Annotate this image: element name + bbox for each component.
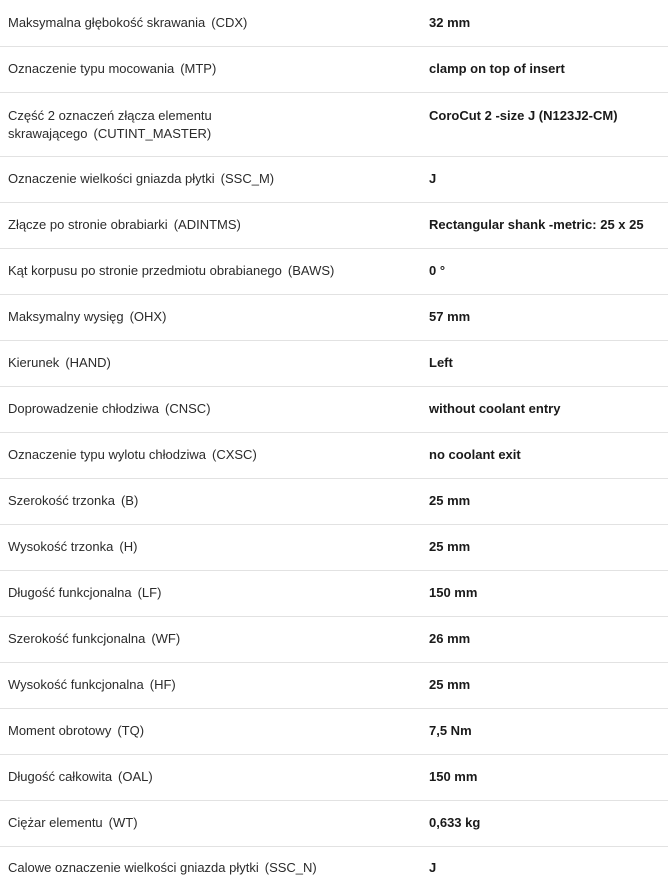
spec-row-ssc-m xyxy=(0,156,668,202)
spec-row-baws xyxy=(0,248,668,294)
spec-row-hf xyxy=(0,662,668,708)
spec-code: (WF) xyxy=(151,631,181,646)
spec-row-ssc-n xyxy=(0,846,668,890)
spec-value: 32 mm xyxy=(429,14,471,30)
spec-value: J xyxy=(429,860,437,876)
spec-value: 0,633 kg xyxy=(429,815,481,830)
spec-code: (SSC_M) xyxy=(220,171,275,186)
spec-label: Wysokość trzonka (H) xyxy=(8,539,138,554)
spec-value: without coolant entry xyxy=(429,401,561,416)
spec-value: 25 mm xyxy=(429,539,471,554)
spec-value: Left xyxy=(429,355,453,370)
spec-value: 150 mm xyxy=(429,585,478,600)
spec-row-adintms xyxy=(0,202,668,248)
spec-value: no coolant exit xyxy=(429,447,521,462)
spec-value: Rectangular shank -metric: 25 x 25 xyxy=(429,217,644,232)
spec-label: Oznaczenie typu mocowania (MTP) xyxy=(8,61,217,76)
spec-code: (OHX) xyxy=(129,309,167,324)
spec-code: (ADINTMS) xyxy=(173,217,241,232)
spec-code: (B) xyxy=(120,493,139,508)
spec-label: Długość funkcjonalna (LF) xyxy=(8,585,162,600)
spec-row-cutint-master xyxy=(0,92,668,156)
spec-code: (H) xyxy=(119,539,138,554)
spec-row-h xyxy=(0,524,668,570)
spec-value: 26 mm xyxy=(429,631,471,646)
spec-label-line-2: skrawającego (CUTINT_MASTER) xyxy=(8,125,212,141)
spec-label: Kierunek (HAND) xyxy=(8,355,111,370)
spec-code: (CNSC) xyxy=(165,401,211,416)
spec-value: 0 ° xyxy=(429,263,446,278)
spec-label: Oznaczenie typu wylotu chłodziwa (CXSC) xyxy=(8,447,257,462)
spec-label: Calowe oznaczenie wielkości gniazda płytki (SSC_N) xyxy=(8,860,317,876)
spec-value: 7,5 Nm xyxy=(429,723,472,738)
spec-row-b xyxy=(0,478,668,524)
spec-code: (WT) xyxy=(108,815,138,830)
spec-row-wf xyxy=(0,616,668,662)
spec-row-oal xyxy=(0,754,668,800)
spec-row-ohx xyxy=(0,294,668,340)
spec-code: (SSC_N) xyxy=(264,860,317,876)
spec-code: (LF) xyxy=(137,585,162,600)
spec-code: (CDX) xyxy=(211,14,248,30)
spec-label: Ciężar elementu (WT) xyxy=(8,815,138,830)
spec-label: Maksymalna głębokość skrawania (CDX) xyxy=(8,14,248,30)
spec-label: Maksymalny wysięg (OHX) xyxy=(8,309,167,324)
spec-value: 25 mm xyxy=(429,677,471,692)
spec-row-mtp xyxy=(0,46,668,92)
spec-label: Wysokość funkcjonalna (HF) xyxy=(8,677,176,692)
spec-label: Doprowadzenie chłodziwa (CNSC) xyxy=(8,401,211,416)
spec-row-tq xyxy=(0,708,668,754)
spec-label: Szerokość trzonka (B) xyxy=(8,493,139,508)
spec-row-lf xyxy=(0,570,668,616)
spec-value: clamp on top of insert xyxy=(429,61,565,76)
spec-row-cdx xyxy=(0,0,668,46)
spec-label-line-1: Część 2 oznaczeń złącza elementu xyxy=(8,107,212,123)
spec-label: Kąt korpusu po stronie przedmiotu obrabianego (BAWS) xyxy=(8,263,335,278)
spec-code: (HF) xyxy=(149,677,176,692)
spec-label: Oznaczenie wielkości gniazda płytki (SSC_M) xyxy=(8,171,275,186)
spec-code: (HAND) xyxy=(65,355,111,370)
spec-label: Moment obrotowy (TQ) xyxy=(8,723,145,738)
spec-code: (BAWS) xyxy=(287,263,335,278)
spec-value: 25 mm xyxy=(429,493,471,508)
spec-code: (CXSC) xyxy=(212,447,257,462)
spec-row-cxsc xyxy=(0,432,668,478)
spec-code: (CUTINT_MASTER) xyxy=(93,125,212,141)
spec-row-hand xyxy=(0,340,668,386)
spec-value: J xyxy=(429,171,437,186)
spec-label: Szerokość funkcjonalna (WF) xyxy=(8,631,181,646)
spec-value: 57 mm xyxy=(429,309,471,324)
spec-value: CoroCut 2 -size J (N123J2-CM) xyxy=(429,107,618,123)
spec-row-cnsc xyxy=(0,386,668,432)
spec-row-wt xyxy=(0,800,668,846)
spec-label xyxy=(0,92,429,156)
spec-value: 150 mm xyxy=(429,769,478,784)
spec-code: (MTP) xyxy=(180,61,217,76)
spec-code: (TQ) xyxy=(117,723,145,738)
spec-label: Złącze po stronie obrabiarki (ADINTMS) xyxy=(8,217,241,232)
spec-code: (OAL) xyxy=(118,769,153,784)
spec-label: Długość całkowita (OAL) xyxy=(8,769,153,784)
